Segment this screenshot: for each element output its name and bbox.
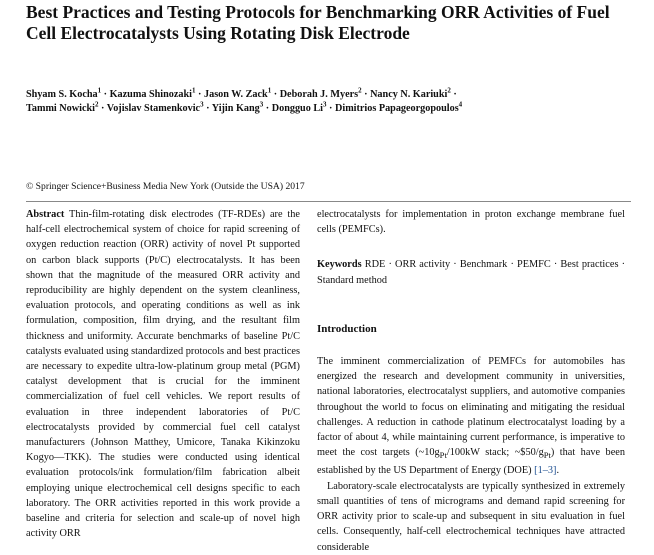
paper-title: Best Practices and Testing Protocols for Benchmarking ORR Activities of Fuel Cell Electrocatalysts Using Rotating Disk Electrode bbox=[26, 2, 610, 43]
author-affiliation: 1 bbox=[267, 86, 272, 95]
author bbox=[335, 100, 463, 114]
abstract-label: Abstract bbox=[26, 209, 65, 220]
section-divider bbox=[26, 201, 631, 202]
keywords-paragraph bbox=[317, 257, 625, 287]
reference-link-1-3[interactable]: [1–3] bbox=[534, 465, 557, 477]
intro-p1-text: The imminent commercialization of PEMFCs for automobiles has energized the research and development community in universities, national laboratories, electrocatalyst suppliers, and automotive companies throughout the world to focus on eliminating and mitigating the residual challenges. A reduction in cathode platinum electrocatalyst loading by a factor of about 4, while maintaining current performance, is imperative to meet the cost targets (~10g bbox=[317, 356, 625, 459]
intro-p1-mid: /100kW stack; ~$50/g bbox=[446, 447, 544, 459]
right-column bbox=[317, 207, 625, 555]
author-affiliation: 2 bbox=[358, 86, 362, 95]
introduction-body bbox=[317, 354, 625, 555]
introduction-paragraph-2: Laboratory-scale electrocatalysts are typically synthesized in extremely small quantities of tens of micrograms and demand rapid screening for ORR activity prior to scale-up and subsequent in situ evaluation in fuel cells. Consequently, half-cell electrochemical techniques have attracted considerable bbox=[317, 480, 625, 553]
intro-subscript-pt-2: Pt bbox=[543, 450, 551, 461]
author-name: Tammi Nowicki bbox=[26, 103, 95, 114]
author bbox=[109, 86, 196, 100]
author bbox=[106, 100, 204, 114]
author bbox=[279, 86, 362, 100]
copyright-notice: © Springer Science+Business Media New York (Outside the USA) 2017 bbox=[26, 181, 305, 192]
intro-p1-end: ) that have been established by the US Department of Energy (DOE) bbox=[317, 447, 625, 477]
intro-p1-tail: . bbox=[556, 465, 560, 477]
author-affiliation: 3 bbox=[259, 100, 264, 109]
author-affiliation: 2 bbox=[94, 100, 99, 109]
abstract-continuation: electrocatalysts for implementation in proton exchange membrane fuel cells (PEMFCs). bbox=[317, 209, 625, 236]
abstract-text: Thin-film-rotating disk electrodes (TF-RDEs) are the half-cell electrochemical system of choice for rapid screening of oxygen reduction reaction (ORR) activity of novel Pt supported on carbon black supports (Pt/C) electrocatalysts. It has been shown that the magnitude of the measured ORR activity and reproducibility are highly dependent on the system cleanliness, evaluation protocols, and operating conditions as well as ink formulation, composition, film drying, and the resultant film thickness and uniformity. Accurate benchmarks of baseline Pt/C catalysts evaluated using standardized protocols and best practices are necessary to expedite ultra-low-platinum group metal (PGM) catalyst development that is crucial for the imminent commercialization of fuel cell vehicles. We report results of evaluation in three independent laboratories of Pt/C electrocatalysts provided by commercial fuel cell catalyst manufacturers (Johnson Matthey, Umicore, Tanaka Kikinzoku Kogyo—TKK). The studies were conducted using identical evaluation protocols/ink formulation/film fabrication albeit employing unique electrochemical cell designs specific to each laboratory. The ORR activities reported in this work provide a baseline and criteria for selection and scale-up of novel high activity ORR bbox=[26, 209, 300, 540]
author-affiliation: 4 bbox=[458, 100, 463, 109]
author-affiliation: 3 bbox=[323, 100, 327, 109]
author-name: Dongguo Li bbox=[271, 103, 323, 114]
author-name: Vojislav Stamenkovic bbox=[106, 103, 201, 114]
author-name: Nancy N. Kariuki bbox=[370, 89, 448, 100]
keywords-label: Keywords bbox=[317, 259, 362, 271]
author-name: Yijin Kang bbox=[211, 103, 260, 114]
abstract-paragraph bbox=[26, 207, 300, 541]
author bbox=[204, 86, 272, 100]
author-name: Kazuma Shinozaki bbox=[109, 89, 192, 100]
author bbox=[370, 86, 451, 100]
author-name: Deborah J. Myers bbox=[279, 89, 359, 100]
author-affiliation: 1 bbox=[192, 86, 196, 95]
author-affiliation: 1 bbox=[97, 86, 102, 95]
author-name: Dimitrios Papageorgopoulos bbox=[335, 103, 459, 114]
author bbox=[26, 86, 102, 100]
author bbox=[211, 100, 264, 114]
author-list: Shyam S. Kocha$^1$ · Kazuma Shinozaki$^1$ · Jason W. Zack$^1$ · Deborah J. Myers$^2$ · Nancy N. Kariuki$^2$ · Tammi Nowicki$^2$ · Vojislav Stamenkovic$^3$ · Yijin Kang$^3$ · Dongguo $Li^3$ · Dimitrios Papageorgopoulos$^4$ bbox=[26, 86, 463, 114]
keywords-text: RDE · ORR activity · Benchmark · PEMFC · Best practices · Standard method bbox=[317, 259, 625, 286]
author bbox=[271, 100, 327, 114]
author-name: Shyam S. Kocha bbox=[26, 89, 98, 100]
left-column bbox=[26, 207, 300, 541]
introduction-paragraph-1 bbox=[317, 354, 625, 479]
author bbox=[26, 100, 99, 114]
author-name: Jason W. Zack bbox=[204, 89, 268, 100]
author-affiliation: 3 bbox=[200, 100, 204, 109]
intro-subscript-pt: Pt bbox=[439, 450, 447, 461]
introduction-heading: Introduction bbox=[317, 322, 377, 335]
author-affiliation: 2 bbox=[447, 86, 451, 95]
